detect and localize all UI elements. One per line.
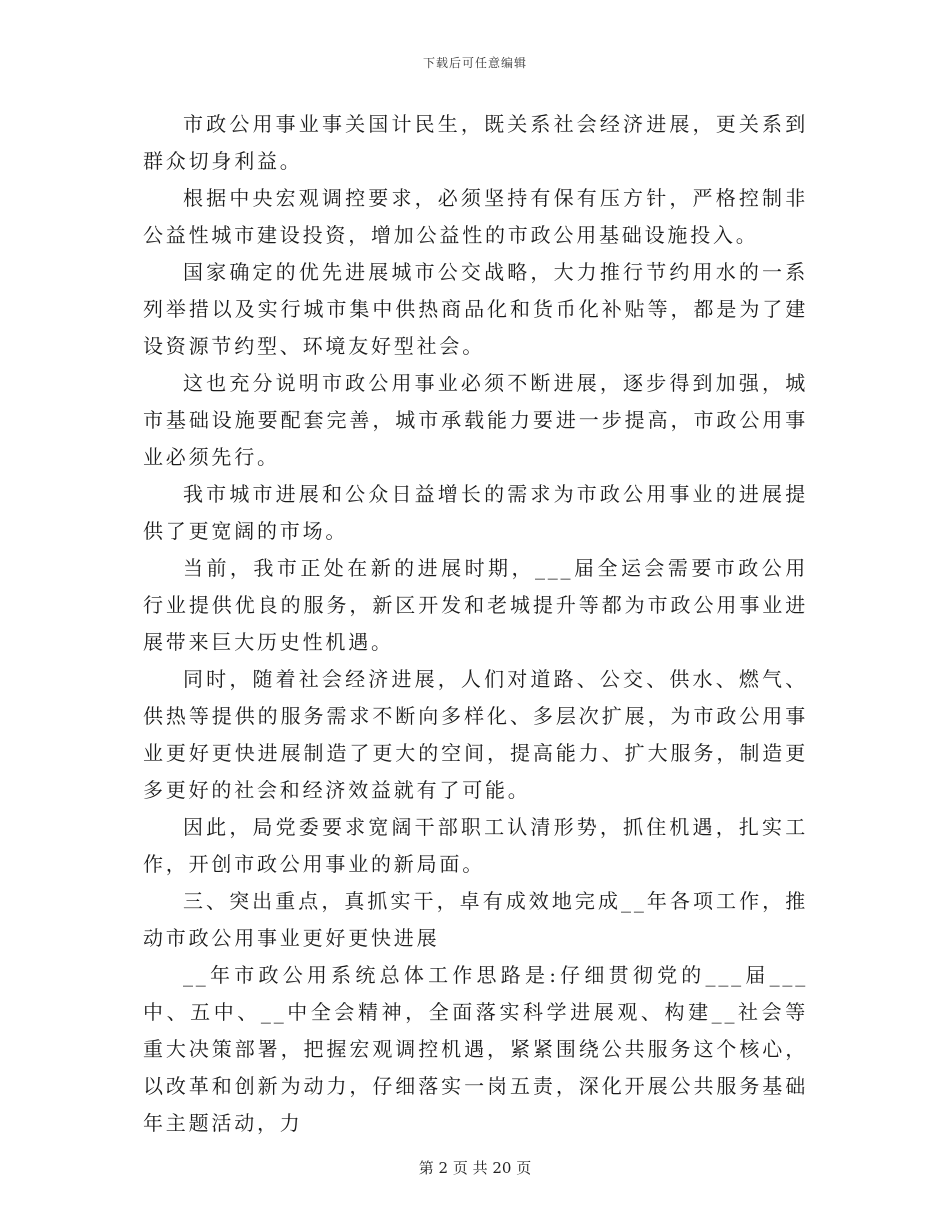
page-footer-number: 第 2 页 共 20 页 <box>418 1159 532 1177</box>
paragraph: 根据中央宏观调控要求，必须坚持有保有压方针，严格控制非公益性城市建设投资，增加公益性的市政公用基础设施投入。 <box>143 186 808 247</box>
paragraph: 同时，随着社会经济进展，人们对道路、公交、供水、燃气、供热等提供的服务需求不断向多样化、多层次扩展，为市政公用事业更好更快进展制造了更大的空间，提高能力、扩大服务，制造更多更好的社会和经济效益就有了可能。 <box>143 667 808 802</box>
paragraph: 我市城市进展和公众日益增长的需求为市政公用事业的进展提供了更宽阔的市场。 <box>143 482 808 543</box>
paragraph: 因此，局党委要求宽阔干部职工认清形势，抓住机遇，扎实工作，开创市政公用事业的新局面。 <box>143 815 808 876</box>
paragraph: 这也充分说明市政公用事业必须不断进展，逐步得到加强，城市基础设施要配套完善，城市承载能力要进一步提高，市政公用事业必须先行。 <box>143 371 808 469</box>
paragraph: 当前，我市正处在新的进展时期，___届全运会需要市政公用行业提供优良的服务，新区开发和老城提升等都为市政公用事业进展带来巨大历史性机遇。 <box>143 556 808 654</box>
page-header: 下载后可任意编辑 <box>422 56 527 70</box>
paragraph: 国家确定的优先进展城市公交战略，大力推行节约用水的一系列举措以及实行城市集中供热商品化和货币化补贴等，都是为了建设资源节约型、环境友好型社会。 <box>143 260 808 358</box>
section-heading-paragraph: 三、突出重点，真抓实干，卓有成效地完成__年各项工作，推动市政公用事业更好更快进展 <box>143 889 808 950</box>
paragraph: 市政公用事业事关国计民生，既关系社会经济进展，更关系到群众切身利益。 <box>143 112 808 173</box>
paragraph: __年市政公用系统总体工作思路是:仔细贯彻党的___届___中、五中、__中全会精神，全面落实科学进展观、构建__社会等重大决策部署，把握宏观调控机遇，紧紧围绕公共服务这个核心，以改革和创新为动力，仔细落实一岗五责，深化开展公共服务基础年主题活动，力 <box>143 963 808 1135</box>
document-body <box>143 106 808 1142</box>
